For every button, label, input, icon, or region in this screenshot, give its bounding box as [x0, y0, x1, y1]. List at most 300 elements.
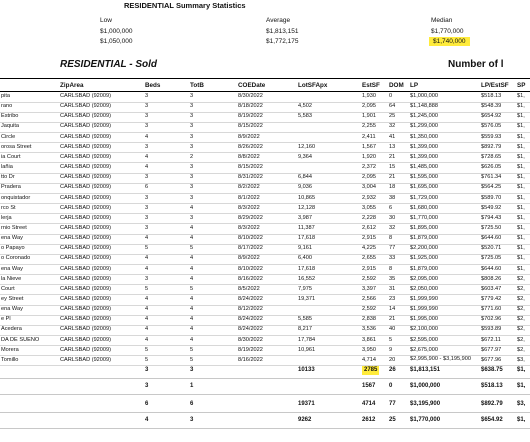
cell-lpsf: $559.93 [481, 133, 502, 140]
totals-cell-estsf: 1567 [362, 383, 376, 389]
cell-totb: 3 [190, 123, 194, 130]
cell-beds: 4 [145, 235, 149, 242]
cell-zip: CARLSBAD (92009) [60, 143, 111, 150]
cell-lpsf: $603.47 [481, 285, 502, 292]
cell-coe: 8/2/2022 [238, 184, 260, 191]
cell-sp: $1, [517, 235, 525, 242]
cell-dom: 77 [389, 245, 396, 252]
cell-lpsf: $725.05 [481, 255, 502, 262]
cell-totb: 4 [190, 224, 194, 231]
cell-lot: 16,552 [298, 275, 316, 282]
cell-lot: 19,371 [298, 296, 316, 302]
totals-cell-dom: 0 [389, 383, 393, 389]
cell-dom: 15 [389, 164, 396, 171]
table-row [0, 102, 530, 113]
cell-lpsf: $677.97 [481, 346, 502, 353]
cell-street: lerja [1, 214, 12, 221]
table-row [0, 295, 530, 306]
totals-row [0, 398, 530, 413]
cell-totb: 4 [190, 296, 194, 302]
cell-lpsf: $548.39 [481, 103, 502, 110]
cell-lp: $1,729,000 [410, 194, 438, 201]
cell-lp: $1,245,000 [410, 113, 438, 120]
cell-dom: 8 [389, 265, 393, 272]
table-row [0, 336, 530, 347]
cell-street: Circle [1, 133, 16, 140]
cell-beds: 3 [145, 194, 149, 201]
cell-beds: 3 [145, 214, 149, 221]
cell-lpsf: $702.96 [481, 316, 502, 323]
table-row [0, 265, 530, 276]
cell-lot: 9,161 [298, 245, 312, 252]
cell-lpsf: $593.89 [481, 326, 502, 333]
cell-street: orosa Street [1, 143, 32, 150]
cell-lpsf: $779.42 [481, 296, 502, 302]
cell-lp: $2,100,000 [410, 326, 438, 333]
cell-coe: 8/29/2022 [238, 214, 263, 221]
cell-street: Acedera [1, 326, 22, 333]
cell-estsf: 2,372 [362, 164, 376, 171]
cell-dom: 21 [389, 174, 396, 181]
cell-street: o Coronado [1, 255, 31, 262]
cell-dom: 20 [389, 356, 396, 363]
table-row [0, 204, 530, 215]
cell-zip: CARLSBAD (92009) [60, 194, 111, 201]
cell-coe: 8/5/2022 [238, 285, 260, 292]
cell-dom: 35 [389, 275, 396, 282]
cell-lp: $1,299,000 [410, 123, 438, 130]
cell-estsf: 3,397 [362, 285, 376, 292]
summary-low-2: $1,050,000 [100, 38, 133, 45]
cell-street: Estribo [1, 113, 19, 120]
totals-cell-totb: 3 [190, 367, 194, 373]
cell-zip: CARLSBAD (92009) [60, 235, 111, 242]
table-row [0, 305, 530, 316]
cell-sp: $1, [517, 265, 525, 272]
cell-lot: 4,502 [298, 103, 312, 110]
col-header-totb: TotB [190, 82, 204, 89]
cell-lot: 3,987 [298, 214, 312, 221]
cell-street: tto Dr [1, 174, 15, 181]
summary-average-header: Average [266, 17, 291, 24]
cell-street: ey Street [1, 296, 24, 302]
cell-beds: 5 [145, 285, 149, 292]
cell-lp: $2,050,000 [410, 285, 438, 292]
cell-street: Morera [1, 346, 19, 353]
cell-totb: 4 [190, 316, 194, 323]
cell-totb: 3 [190, 103, 194, 110]
cell-totb: 5 [190, 356, 194, 363]
cell-street: lañia [1, 164, 13, 171]
totals-cell-totb: 3 [190, 417, 194, 423]
cell-coe: 8/24/2022 [238, 326, 263, 333]
cell-sp: $1, [517, 164, 525, 171]
cell-dom: 23 [389, 296, 396, 302]
cell-zip: CARLSBAD (92009) [60, 296, 111, 302]
cell-estsf: 2,095 [362, 174, 376, 181]
cell-zip: CARLSBAD (92009) [60, 265, 111, 272]
totals-cell-dom: 26 [389, 367, 396, 373]
table-row [0, 346, 530, 357]
cell-street: la Nieve [1, 275, 22, 282]
cell-beds: 4 [145, 255, 149, 262]
cell-dom: 64 [389, 103, 396, 110]
summary-average-2: $1,772,175 [266, 38, 299, 45]
cell-dom: 14 [389, 306, 396, 313]
totals-cell-lot: 9262 [298, 417, 312, 423]
cell-lot: 5,583 [298, 113, 312, 120]
cell-beds: 5 [145, 356, 149, 363]
header-top-rule [0, 78, 530, 79]
table-row [0, 153, 530, 164]
cell-totb: 3 [190, 164, 194, 171]
cell-beds: 4 [145, 296, 149, 302]
cell-totb: 3 [190, 133, 194, 140]
cell-coe: 8/18/2022 [238, 103, 263, 110]
cell-coe: 8/3/2022 [238, 204, 260, 211]
cell-zip: CARLSBAD (92009) [60, 204, 111, 211]
cell-zip: CARLSBAD (92009) [60, 336, 111, 343]
table-row [0, 244, 530, 255]
cell-lot: 6,844 [298, 174, 312, 181]
cell-street: ia Court [1, 153, 21, 160]
cell-sp: $1, [517, 133, 525, 140]
cell-lot: 5,585 [298, 316, 312, 323]
cell-coe: 8/8/2022 [238, 153, 260, 160]
cell-totb: 3 [190, 143, 194, 150]
cell-totb: 4 [190, 255, 194, 262]
cell-totb: 5 [190, 245, 194, 252]
totals-cell-beds: 4 [145, 417, 149, 423]
totals-cell-estsf: 4714 [362, 401, 376, 407]
cell-beds: 6 [145, 184, 149, 191]
cell-zip: CARLSBAD (92009) [60, 123, 111, 130]
col-header-lotsfapx: LotSFApx [298, 82, 328, 89]
cell-beds: 3 [145, 93, 149, 99]
cell-totb: 3 [190, 93, 194, 99]
table-row [0, 285, 530, 296]
cell-coe: 8/3/2022 [238, 224, 260, 231]
cell-lot: 10,961 [298, 346, 316, 353]
cell-estsf: 1,567 [362, 143, 376, 150]
cell-sp: $2, [517, 316, 525, 323]
totals-row [0, 414, 530, 429]
totals-cell-sp: $1, [517, 417, 526, 423]
cell-zip: CARLSBAD (92009) [60, 356, 111, 363]
cell-totb: 3 [190, 214, 194, 221]
cell-estsf: 2,228 [362, 214, 376, 221]
cell-beds: 4 [145, 336, 149, 343]
table-row [0, 122, 530, 133]
cell-sp: $1, [517, 184, 525, 191]
cell-estsf: 2,915 [362, 235, 376, 242]
cell-street: rco St [1, 204, 16, 211]
cell-dom: 40 [389, 326, 396, 333]
table-row [0, 224, 530, 235]
cell-street: Jaquita [1, 123, 20, 130]
cell-estsf: 2,411 [362, 133, 376, 140]
cell-estsf: 4,225 [362, 245, 376, 252]
totals-cell-totb: 6 [190, 401, 194, 407]
cell-totb: 4 [190, 326, 194, 333]
cell-beds: 3 [145, 103, 149, 110]
cell-totb: 4 [190, 336, 194, 343]
cell-coe: 8/15/2022 [238, 123, 263, 130]
col-header-dom: DOM [389, 82, 404, 89]
cell-estsf: 2,932 [362, 194, 376, 201]
cell-lp: $1,925,000 [410, 255, 438, 262]
totals-cell-lot: 10133 [298, 367, 315, 373]
cell-zip: CARLSBAD (92009) [60, 214, 111, 221]
cell-street: ena Way [1, 265, 23, 272]
table-row [0, 254, 530, 265]
cell-sp: $2, [517, 275, 525, 282]
totals-cell-beds: 3 [145, 383, 149, 389]
cell-zip: CARLSBAD (92009) [60, 245, 111, 252]
cell-sp: $1, [517, 224, 525, 231]
cell-zip: CARLSBAD (92009) [60, 153, 111, 160]
cell-zip: CARLSBAD (92009) [60, 103, 111, 110]
totals-cell-lp: $1,770,000 [410, 417, 441, 423]
cell-lpsf: $576.05 [481, 123, 502, 130]
totals-cell-dom: 25 [389, 417, 396, 423]
totals-row [0, 380, 530, 395]
cell-beds: 4 [145, 153, 149, 160]
totals-cell-lpsf: $638.75 [481, 367, 503, 373]
cell-lpsf: $549.92 [481, 204, 502, 211]
cell-dom: 30 [389, 214, 396, 221]
cell-zip: CARLSBAD (92009) [60, 316, 111, 323]
cell-dom: 32 [389, 123, 396, 130]
cell-dom: 31 [389, 285, 396, 292]
table-row [0, 275, 530, 286]
table-row [0, 234, 530, 245]
cell-sp: $2, [517, 326, 525, 333]
cell-coe: 8/24/2022 [238, 296, 263, 302]
cell-estsf: 2,838 [362, 316, 376, 323]
cell-coe: 8/26/2022 [238, 143, 263, 150]
table-row [0, 112, 530, 123]
totals-cell-sp: $1, [517, 367, 526, 373]
cell-street: Court [1, 285, 15, 292]
cell-totb: 4 [190, 204, 194, 211]
cell-zip: CARLSBAD (92009) [60, 93, 111, 99]
col-header-lp: LP [410, 82, 419, 89]
cell-coe: 8/16/2022 [238, 275, 263, 282]
cell-lpsf: $892.79 [481, 143, 502, 150]
summary-title: RESIDENTIAL Summary Statistics [124, 1, 246, 10]
cell-street: pita [1, 93, 11, 99]
cell-estsf: 1,901 [362, 113, 376, 120]
cell-lpsf: $644.60 [481, 265, 502, 272]
cell-zip: CARLSBAD (92009) [60, 224, 111, 231]
cell-lp: $1,485,000 [410, 164, 438, 171]
cell-totb: 5 [190, 285, 194, 292]
cell-estsf: 2,592 [362, 306, 376, 313]
cell-sp: $1, [517, 123, 525, 130]
cell-dom: 38 [389, 194, 396, 201]
cell-zip: CARLSBAD (92009) [60, 326, 111, 333]
cell-street: ena Way [1, 235, 23, 242]
table-row [0, 315, 530, 326]
cell-beds: 4 [145, 133, 149, 140]
cell-totb: 5 [190, 346, 194, 353]
cell-coe: 8/17/2022 [238, 245, 263, 252]
summary-low-header: Low [100, 17, 112, 24]
cell-lpsf: $644.60 [481, 235, 502, 242]
cell-totb: 4 [190, 275, 194, 282]
cell-lot: 10,865 [298, 194, 316, 201]
cell-lpsf: $520.71 [481, 245, 502, 252]
cell-zip: CARLSBAD (92009) [60, 133, 111, 140]
cell-sp: $2, [517, 306, 525, 313]
cell-lp: $1,879,000 [410, 265, 438, 272]
table-row [0, 325, 530, 336]
cell-lp: $1,680,000 [410, 204, 438, 211]
cell-estsf: 1,920 [362, 153, 376, 160]
col-header-ziparea: ZipArea [60, 82, 84, 89]
cell-dom: 13 [389, 143, 396, 150]
cell-lp: $1,999,990 [410, 296, 438, 302]
cell-dom: 21 [389, 316, 396, 323]
cell-lp: $1,879,000 [410, 235, 438, 242]
cell-totb: 3 [190, 113, 194, 120]
cell-totb: 4 [190, 306, 194, 313]
totals-cell-sp: $3, [517, 401, 526, 407]
cell-estsf: 2,095 [362, 103, 376, 110]
col-header-beds: Beds [145, 82, 161, 89]
totals-row [0, 364, 530, 379]
cell-sp: $1, [517, 153, 525, 160]
cell-estsf: 3,536 [362, 326, 376, 333]
cell-lot: 8,217 [298, 326, 312, 333]
cell-lot: 9,036 [298, 184, 312, 191]
cell-lp: $2,595,000 [410, 336, 438, 343]
totals-cell-sp: $1, [517, 383, 526, 389]
cell-lot: 12,128 [298, 204, 316, 211]
cell-lpsf: $808.26 [481, 275, 502, 282]
cell-dom: 21 [389, 153, 396, 160]
cell-lot: 17,618 [298, 265, 316, 272]
cell-sp: $2, [517, 346, 525, 353]
cell-estsf: 3,861 [362, 336, 376, 343]
cell-estsf: 3,055 [362, 204, 376, 211]
cell-sp: $1, [517, 214, 525, 221]
cell-lpsf: $725.50 [481, 224, 502, 231]
cell-estsf: 2,566 [362, 296, 376, 302]
table-row [0, 92, 530, 103]
totals-cell-lp: $1,813,151 [410, 367, 441, 373]
cell-zip: CARLSBAD (92009) [60, 184, 111, 191]
summary-low-1: $1,000,000 [100, 28, 133, 35]
cell-totb: 3 [190, 174, 194, 181]
cell-coe: 8/30/2022 [238, 336, 263, 343]
cell-coe: 8/9/2022 [238, 255, 260, 262]
cell-sp: $1, [517, 93, 525, 99]
cell-dom: 9 [389, 346, 393, 353]
cell-lp: $2,095,000 [410, 275, 438, 282]
cell-beds: 4 [145, 326, 149, 333]
cell-estsf: 3,950 [362, 346, 376, 353]
totals-cell-lpsf: $892.79 [481, 401, 503, 407]
cell-coe: 8/9/2022 [238, 133, 260, 140]
cell-sp: $2, [517, 336, 525, 343]
cell-lpsf: $518.13 [481, 93, 502, 99]
table-row [0, 214, 530, 225]
cell-lpsf: $589.70 [481, 194, 502, 201]
cell-estsf: 4,714 [362, 356, 376, 363]
cell-lp: $1,000,000 [410, 93, 438, 99]
section-count-title: Number of l [448, 59, 504, 70]
cell-coe: 8/16/2022 [238, 356, 263, 363]
cell-beds: 3 [145, 204, 149, 211]
cell-street: ena Way [1, 306, 23, 313]
cell-lp: $1,350,000 [410, 133, 438, 140]
cell-dom: 6 [389, 204, 393, 211]
cell-sp: $2, [517, 285, 525, 292]
cell-coe: 8/19/2022 [238, 113, 263, 120]
cell-dom: 8 [389, 235, 393, 242]
cell-coe: 8/30/2022 [238, 93, 263, 99]
cell-coe: 8/31/2022 [238, 174, 263, 181]
cell-estsf: 1,930 [362, 93, 376, 99]
table-row [0, 143, 530, 154]
cell-street: rnio Street [1, 224, 27, 231]
cell-beds: 4 [145, 316, 149, 323]
cell-estsf: 3,004 [362, 184, 376, 191]
cell-lpsf: $654.92 [481, 113, 502, 120]
cell-lot: 17,784 [298, 336, 316, 343]
totals-cell-lpsf: $518.13 [481, 383, 503, 389]
totals-cell-estsf: 2612 [362, 417, 376, 423]
cell-zip: CARLSBAD (92009) [60, 285, 111, 292]
cell-estsf: 2,592 [362, 275, 376, 282]
cell-sp: $3, [517, 356, 525, 363]
cell-lp: $2,675,000 [410, 346, 438, 353]
cell-beds: 4 [145, 306, 149, 313]
table-row [0, 133, 530, 144]
cell-estsf: 2,255 [362, 123, 376, 130]
cell-dom: 5 [389, 336, 393, 343]
summary-median-header: Median [431, 17, 453, 24]
totals-cell-dom: 77 [389, 401, 396, 407]
cell-coe: 8/19/2022 [238, 346, 263, 353]
cell-lp: $1,399,000 [410, 153, 438, 160]
cell-dom: 0 [389, 93, 393, 99]
cell-street: e Pl [1, 316, 11, 323]
cell-beds: 3 [145, 123, 149, 130]
totals-cell-totb: 1 [190, 383, 194, 389]
cell-lpsf: $761.34 [481, 174, 502, 181]
cell-beds: 3 [145, 143, 149, 150]
cell-estsf: 2,915 [362, 265, 376, 272]
cell-beds: 5 [145, 245, 149, 252]
cell-zip: CARLSBAD (92009) [60, 346, 111, 353]
cell-lp: $1,999,990 [410, 306, 438, 313]
cell-zip: CARLSBAD (92009) [60, 164, 111, 171]
totals-cell-beds: 3 [145, 367, 149, 373]
cell-lp: $1,595,000 [410, 174, 438, 181]
cell-lp: $2,200,000 [410, 245, 438, 252]
cell-sp: $1, [517, 255, 525, 262]
cell-street: rano [1, 103, 13, 110]
cell-lpsf: $672.11 [481, 336, 501, 343]
cell-lot: 9,364 [298, 153, 312, 160]
cell-lot: 7,975 [298, 285, 312, 292]
cell-estsf: 2,612 [362, 224, 376, 231]
section-title: RESIDENTIAL - Sold [60, 59, 158, 70]
cell-totb: 2 [190, 153, 194, 160]
